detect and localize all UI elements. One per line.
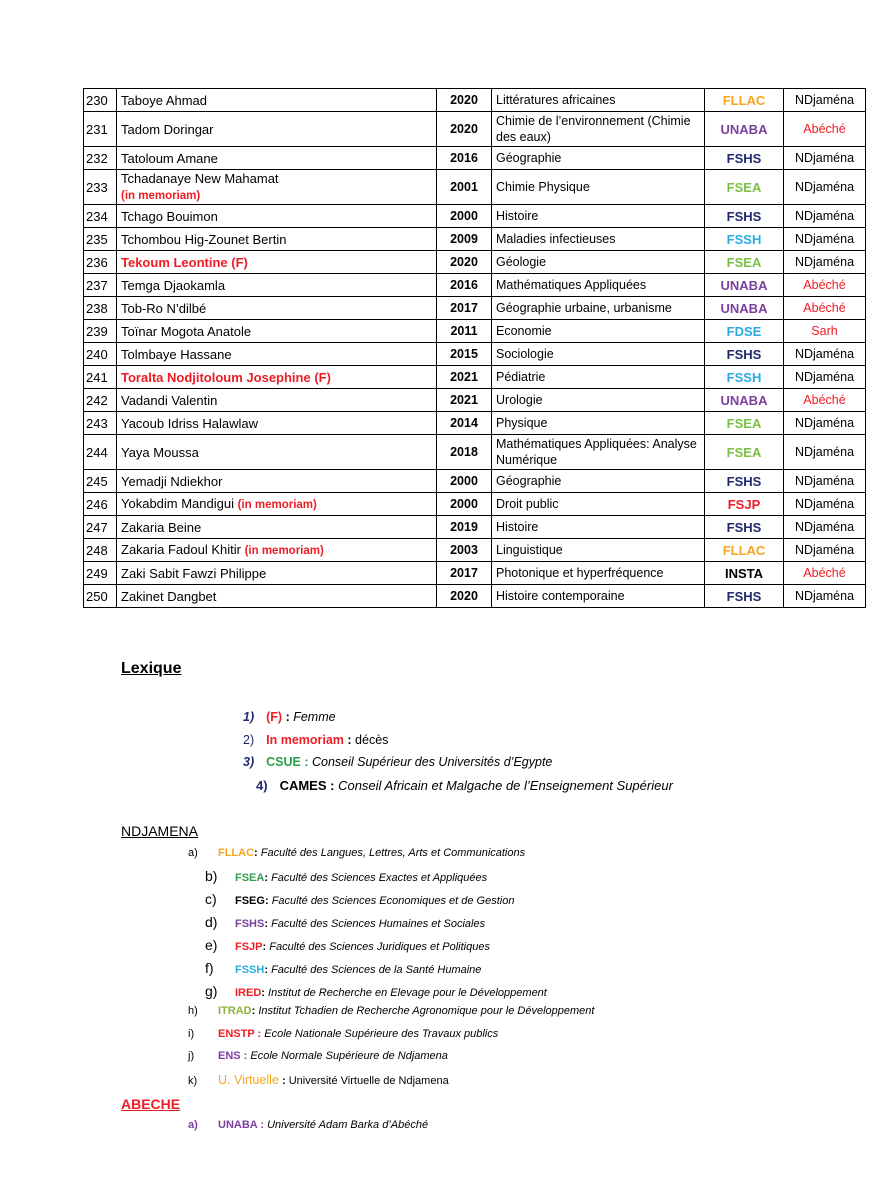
row-city: NDjaména [784,343,866,366]
row-name [117,562,437,585]
person-name: Tekoum Leontine (F) [121,254,248,270]
row-faculty: FSHS [705,205,784,228]
row-name [117,389,437,412]
table-row [84,228,866,251]
row-domain: Linguistique [492,539,705,562]
row-faculty: FLLAC [705,89,784,112]
row-name [117,343,437,366]
table-row [84,470,866,493]
row-city: Sarh [784,320,866,343]
faculty-item [205,868,487,884]
row-year: 2020 [437,89,492,112]
faculty-item [188,1119,428,1131]
row-name [117,228,437,251]
faculty-item [205,914,485,930]
row-city: NDjaména [784,251,866,274]
table-row [84,412,866,435]
person-name: Zakaria Fadoul Khitir [121,541,241,557]
row-city: NDjaména [784,585,866,608]
row-city: Abéché [784,112,866,147]
table-row [84,493,866,516]
lexique-item [243,710,336,724]
row-city: NDjaména [784,366,866,389]
row-year: 2011 [437,320,492,343]
row-number: 237 [84,274,117,297]
row-name [117,366,437,389]
row-year: 2000 [437,493,492,516]
row-domain: Economie [492,320,705,343]
row-faculty: FSJP [705,493,784,516]
row-year: 2015 [437,343,492,366]
row-domain: Chimie Physique [492,170,705,205]
abeche-title: ABECHE [121,1096,181,1112]
table-row [84,251,866,274]
faculty-item [188,1028,498,1040]
person-name: Yacoub Idriss Halawlaw [121,415,259,431]
row-faculty: FSEA [705,170,784,205]
lexique-sep: : [282,710,294,724]
faculty-abbr: ITRAD [218,1005,252,1017]
row-name [117,89,437,112]
row-name [117,516,437,539]
lexique-item [256,778,673,793]
faculty-letter: k) [188,1075,198,1087]
row-year: 2016 [437,274,492,297]
lexique-definition: Conseil Africain et Malgache de l’Enseignement Supérieur [338,778,673,793]
row-number: 233 [84,170,117,205]
row-city: NDjaména [784,170,866,205]
row-faculty: UNABA [705,274,784,297]
row-number: 230 [84,89,117,112]
row-name [117,320,437,343]
faculty-item [205,960,481,976]
row-domain: Histoire contemporaine [492,585,705,608]
row-year: 2001 [437,170,492,205]
faculty-abbr: FSEG [235,895,265,907]
table-row [84,366,866,389]
row-year: 2021 [437,389,492,412]
lexique-title: Lexique [121,660,182,677]
faculty-definition: Faculté des Sciences Economiques et de Gestion [271,895,515,907]
table-row [84,297,866,320]
person-name: Tadom Doringar [121,121,214,137]
faculty-letter: c) [205,891,217,907]
faculty-item [188,847,525,859]
row-domain: Histoire [492,205,705,228]
row-domain: Géographie urbaine, urbanisme [492,297,705,320]
lexique-number: 3) [243,755,255,769]
row-number: 239 [84,320,117,343]
row-name [117,147,437,170]
person-name: Vadandi Valentin [121,392,218,408]
row-faculty: UNABA [705,297,784,320]
table-row [84,516,866,539]
faculty-abbr: FSSH [235,964,265,976]
row-city: Abéché [784,389,866,412]
faculty-sep: : [240,1050,251,1062]
row-year: 2000 [437,470,492,493]
row-number: 250 [84,585,117,608]
person-name: Tatoloum Amane [121,150,218,166]
lexique-sep: : [326,778,339,793]
table-row [84,89,866,112]
faculty-definition: Faculté des Sciences Juridiques et Politiques [269,941,490,953]
row-domain: Mathématiques Appliquées: Analyse Numérique [492,435,705,470]
table-row [84,112,866,147]
row-number: 247 [84,516,117,539]
in-memoriam-note: (in memoriam) [244,544,324,557]
row-faculty: FSEA [705,435,784,470]
ndjamena-title: NDJAMENA [121,823,199,839]
faculty-letter: f) [205,960,214,976]
row-name [117,297,437,320]
faculty-letter: a) [188,847,198,859]
table-row [84,170,866,205]
lexique-number: 2) [243,733,255,747]
row-name [117,170,437,205]
row-number: 236 [84,251,117,274]
row-name [117,251,437,274]
person-name: Zakinet Dangbet [121,588,217,604]
row-year: 2000 [437,205,492,228]
row-number: 241 [84,366,117,389]
faculty-abbr: U. Virtuelle [218,1073,279,1087]
faculty-sep: : [254,1028,265,1040]
faculty-item [188,1005,594,1017]
row-domain: Physique [492,412,705,435]
faculty-sep: : [262,941,270,953]
row-city: NDjaména [784,412,866,435]
table-row [84,562,866,585]
row-number: 242 [84,389,117,412]
row-year: 2009 [437,228,492,251]
lexique-number: 1) [243,710,255,724]
table-row [84,389,866,412]
faculty-letter: a) [188,1119,198,1131]
row-city: NDjaména [784,205,866,228]
row-name [117,412,437,435]
person-name: Yemadji Ndiekhor [121,473,223,489]
row-year: 2003 [437,539,492,562]
row-city: Abéché [784,274,866,297]
row-domain: Histoire [492,516,705,539]
faculty-sep: : [278,1075,289,1087]
faculty-definition: Faculté des Sciences de la Santé Humaine [271,964,482,976]
table-row [84,147,866,170]
in-memoriam-note: (in memoriam) [237,498,317,511]
row-year: 2019 [437,516,492,539]
person-name: Toralta Nodjitoloum Josephine (F) [121,369,331,385]
row-number: 235 [84,228,117,251]
lexique-sep: : [300,755,312,769]
faculty-letter: e) [205,937,218,953]
row-name [117,205,437,228]
row-faculty: UNABA [705,112,784,147]
faculty-abbr: FSHS [235,918,265,930]
person-name: Tchadanaye New Mahamat [121,170,279,186]
table-row [84,343,866,366]
row-faculty: FSSH [705,228,784,251]
person-name: Yokabdim Mandigui [121,495,234,511]
row-name [117,435,437,470]
table-row [84,274,866,297]
row-year: 2014 [437,412,492,435]
faculty-abbr: ENS [218,1050,241,1062]
faculty-definition: Ecole Nationale Supérieure des Travaux publics [264,1028,499,1040]
faculty-sep: : [264,872,272,884]
row-city: NDjaména [784,435,866,470]
lexique-item [243,733,388,747]
faculty-letter: g) [205,983,218,999]
row-city: NDjaména [784,470,866,493]
person-name: Zakaria Beine [121,519,202,535]
row-number: 231 [84,112,117,147]
row-city: Abéché [784,562,866,585]
faculty-sep: : [264,964,272,976]
faculty-sep: : [264,918,272,930]
lexique-item [243,755,552,769]
row-faculty: FSEA [705,412,784,435]
faculty-item [205,891,514,907]
row-faculty: FSHS [705,470,784,493]
row-faculty: FSHS [705,343,784,366]
row-number: 243 [84,412,117,435]
row-year: 2016 [437,147,492,170]
row-faculty: INSTA [705,562,784,585]
row-domain: Photonique et hyperfréquence [492,562,705,585]
row-name [117,112,437,147]
lexique-abbr: CSUE [266,755,301,769]
row-faculty: UNABA [705,389,784,412]
person-name: Yaya Moussa [121,444,199,460]
faculty-definition: Faculté des Sciences Exactes et Appliquées [271,872,488,884]
lexique-abbr: (F) [266,710,283,724]
person-name: Temga Djaokamla [121,277,226,293]
row-name [117,493,437,516]
lexique-definition: Conseil Supérieur des Universités d’Egypte [311,755,553,769]
row-domain: Mathématiques Appliquées [492,274,705,297]
row-domain: Pédiatrie [492,366,705,389]
row-number: 244 [84,435,117,470]
row-city: NDjaména [784,516,866,539]
row-number: 245 [84,470,117,493]
lexique-abbr: In memoriam [266,733,344,747]
table-row [84,205,866,228]
person-name: Tchombou Hig-Zounet Bertin [121,231,287,247]
row-name [117,539,437,562]
row-domain: Maladies infectieuses [492,228,705,251]
faculty-letter: d) [205,914,218,930]
row-city: NDjaména [784,228,866,251]
row-faculty: FSHS [705,147,784,170]
faculty-abbr: IRED [235,987,262,999]
row-domain: Littératures africaines [492,89,705,112]
faculty-abbr: FSEA [235,872,265,884]
row-domain: Chimie de l’environnement (Chimie des eaux) [492,112,705,147]
person-name: Tob-Ro N’dilbé [121,300,207,316]
faculty-definition: Université Adam Barka d’Abéché [267,1119,429,1131]
faculty-item [188,1073,449,1087]
row-number: 240 [84,343,117,366]
lexique-definition: Femme [293,710,336,724]
faculty-definition: Université Virtuelle de Ndjamena [288,1075,449,1087]
lexique-number: 4) [256,778,268,793]
faculty-definition: Ecole Normale Supérieure de Ndjamena [250,1050,448,1062]
row-number: 249 [84,562,117,585]
row-domain: Géographie [492,147,705,170]
table-row [84,585,866,608]
row-city: NDjaména [784,539,866,562]
faculty-definition: Institut Tchadien de Recherche Agronomique pour le Développement [258,1005,595,1017]
person-name: Toïnar Mogota Anatole [121,323,252,339]
row-city: NDjaména [784,147,866,170]
faculty-sep: : [264,895,272,907]
doctors-table [83,88,866,608]
faculty-item [205,937,490,953]
faculty-abbr: FLLAC [218,847,255,859]
faculty-sep: : [254,847,261,859]
row-number: 248 [84,539,117,562]
faculty-item [188,1050,448,1062]
row-name [117,274,437,297]
faculty-sep: : [251,1005,259,1017]
row-year: 2021 [437,366,492,389]
faculty-sep: : [261,987,269,999]
row-city: NDjaména [784,493,866,516]
row-name [117,585,437,608]
table-row [84,435,866,470]
row-year: 2018 [437,435,492,470]
row-number: 234 [84,205,117,228]
row-year: 2020 [437,112,492,147]
lexique-definition: décès [355,733,389,747]
row-number: 238 [84,297,117,320]
row-year: 2017 [437,297,492,320]
lexique-sep: : [343,733,356,747]
faculty-letter: b) [205,868,218,884]
row-faculty: FSHS [705,585,784,608]
row-year: 2020 [437,251,492,274]
row-domain: Droit public [492,493,705,516]
row-domain: Urologie [492,389,705,412]
row-number: 246 [84,493,117,516]
row-faculty: FDSE [705,320,784,343]
person-name: Zaki Sabit Fawzi Philippe [121,565,267,581]
table-row [84,539,866,562]
row-name [117,470,437,493]
faculty-letter: j) [188,1050,195,1062]
lexique-abbr: CAMES [279,778,327,793]
faculty-definition: Institut de Recherche en Elevage pour le Développement [268,987,547,999]
table-row [84,320,866,343]
row-number: 232 [84,147,117,170]
row-city: NDjaména [784,89,866,112]
row-faculty: FLLAC [705,539,784,562]
row-domain: Sociologie [492,343,705,366]
faculty-abbr: ENSTP [218,1028,255,1040]
faculty-item [205,983,547,999]
person-name: Tchago Bouimon [121,208,218,224]
faculty-abbr: FSJP [235,941,263,953]
row-year: 2017 [437,562,492,585]
faculty-abbr: UNABA [218,1119,258,1131]
row-faculty: FSSH [705,366,784,389]
faculty-definition: Faculté des Sciences Humaines et Sociales [271,918,486,930]
in-memoriam-note: (in memoriam) [121,189,201,202]
row-city: Abéché [784,297,866,320]
row-domain: Géologie [492,251,705,274]
person-name: Tolmbaye Hassane [121,346,232,362]
faculty-letter: i) [188,1028,195,1040]
faculty-definition: Faculté des Langues, Lettres, Arts et Communications [260,847,526,859]
faculty-letter: h) [188,1005,198,1017]
row-faculty: FSHS [705,516,784,539]
faculty-sep: : [257,1119,268,1131]
row-faculty: FSEA [705,251,784,274]
row-year: 2020 [437,585,492,608]
person-name: Taboye Ahmad [121,92,208,108]
row-domain: Géographie [492,470,705,493]
